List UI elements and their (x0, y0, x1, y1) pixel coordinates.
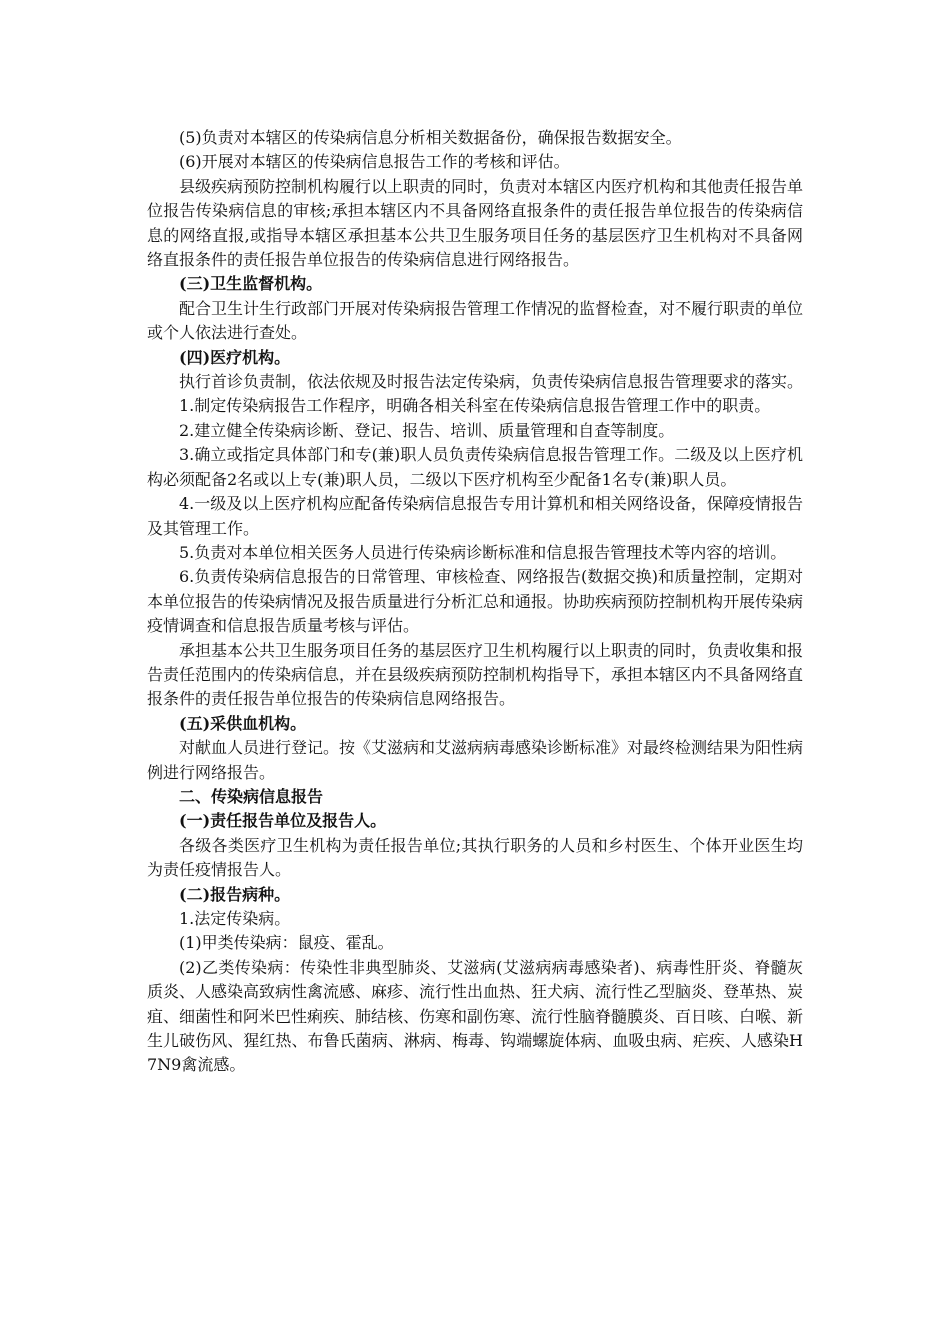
list-item: 1.法定传染病。 (179, 909, 291, 928)
paragraph: 县级疾病预防控制机构履行以上职责的同时，负责对本辖区内医疗机构和其他责任报告单位报告传染病信息的审核;承担本辖区内不具备网络直报条件的责任报告单位报告的传染病信息的网络直报,或指导本辖区承担基本公共卫生服务项目任务的基层医疗卫生机构对不具备网络直报条件的责任报告单位报告的传染病信息进行网络报告。 (147, 176, 804, 270)
list-item: 6.负责传染病信息报告的日常管理、审核检查、网络报告(数据交换)和质量控制，定期对本单位报告的传染病情况及报告质量进行分析汇总和通报。协助疾病预防控制机构开展传染病疫情调查和信息报告质量考核与评估。 (147, 567, 804, 636)
section-heading: (五)采供血机构。 (179, 713, 307, 733)
section-heading: (二)报告病种。 (179, 884, 291, 904)
section-heading: (一)责任报告单位及报告人。 (179, 811, 387, 831)
list-item: 3.确立或指定具体部门和专(兼)职人员负责传染病信息报告管理工作。二级及以上医疗机构必须配备2名或以上专(兼)职人员，二级以下医疗机构至少配备1名专(兼)职人员。 (147, 445, 803, 489)
section-heading: (四)医疗机构。 (179, 347, 291, 367)
paragraph: (6)开展对本辖区的传染病信息报告工作的考核和评估。 (179, 152, 570, 172)
section-heading: (三)卫生监督机构。 (179, 274, 323, 294)
paragraph: 执行首诊负责制，依法依规及时报告法定传染病，负责传染病信息报告管理要求的落实。 (179, 372, 804, 392)
paragraph: (5)负责对本辖区的传染病信息分析相关数据备份，确保报告数据安全。 (179, 128, 682, 147)
list-item: (2)乙类传染病：传染性非典型肺炎、艾滋病(艾滋病病毒感染者)、病毒性肝炎、脊髓灰质炎、人感染高致病性禽流感、麻疹、流行性出血热、狂犬病、流行性乙型脑炎、登革热、炭疽、细菌性和阿米巴性痢疾、肺结核、伤寒和副伤寒、流行性脑脊髓膜炎、百日咳、白喉、新生儿破伤风、猩红热、布鲁氏菌病、淋病、梅毒、钩端螺旋体病、血吸虫病、疟疾、人感染H7N9禽流感。 (147, 957, 804, 1075)
list-item: 4.一级及以上医疗机构应配备传染病信息报告专用计算机和相关网络设备，保障疫情报告及其管理工作。 (147, 494, 803, 538)
chapter-heading: 二、传染病信息报告 (179, 786, 324, 806)
paragraph: 各级各类医疗卫生机构为责任报告单位;其执行职务的人员和乡村医生、个体开业医生均为责任疫情报告人。 (147, 835, 803, 880)
list-item: 2.建立健全传染病诊断、登记、报告、培训、质量管理和自查等制度。 (179, 420, 675, 440)
paragraph: 对献血人员进行登记。按《艾滋病和艾滋病病毒感染诊断标准》对最终检测结果为阳性病例进行网络报告。 (147, 738, 804, 782)
list-item: (1)甲类传染病：鼠疫、霍乱。 (179, 933, 394, 953)
paragraph: 承担基本公共卫生服务项目任务的基层医疗卫生机构履行以上职责的同时，负责收集和报告责任范围内的传染病信息，并在县级疾病预防控制机构指导下，承担本辖区内不具备网络直报条件的责任报告单位报告的传染病信息网络报告。 (147, 640, 804, 709)
document-body (147, 126, 803, 1078)
paragraph: 配合卫生计生行政部门开展对传染病报告管理工作情况的监督检查，对不履行职责的单位或个人依法进行查处。 (147, 298, 804, 343)
list-item: 1.制定传染病报告工作程序，明确各相关科室在传染病信息报告管理工作中的职责。 (179, 396, 771, 416)
list-item: 5.负责对本单位相关医务人员进行传染病诊断标准和信息报告管理技术等内容的培训。 (179, 542, 787, 562)
